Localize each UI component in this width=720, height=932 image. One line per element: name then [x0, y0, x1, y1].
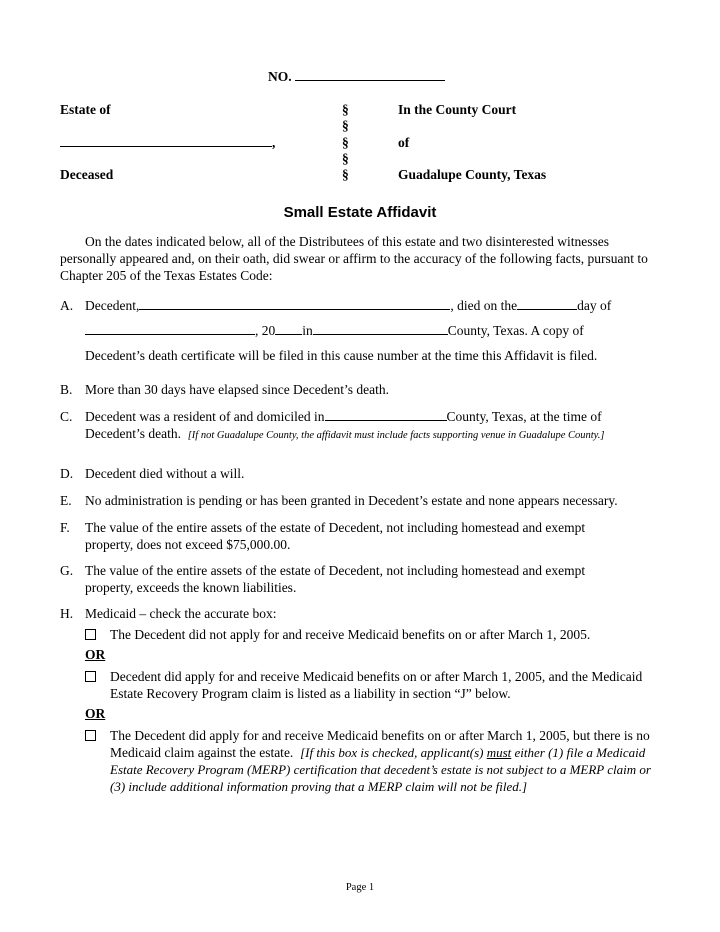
death-year-blank[interactable] [275, 322, 302, 335]
section-mark: § [342, 118, 349, 133]
decedent-name-blank[interactable] [139, 297, 450, 310]
section-mark: § [342, 135, 349, 150]
death-day-blank[interactable] [517, 297, 577, 310]
or-separator: OR [85, 706, 106, 721]
estate-of-label: Estate of [60, 102, 111, 117]
page-title: Small Estate Affidavit [283, 204, 437, 221]
cause-number-blank[interactable] [295, 68, 445, 81]
item-b: B. More than 30 days have elapsed since Decedent’s death. [60, 382, 390, 397]
death-month-blank[interactable] [85, 322, 255, 335]
section-mark: § [342, 167, 349, 182]
estate-name-line: , [60, 134, 275, 151]
item-a: A. Decedent, , died on the day of , 20 in County, Texas. A copy of Decedent’s death certificate will be filed in this cause number at the time this Affidavit is filed. [60, 297, 660, 364]
merp-note: [If this box is checked, applicant(s) must either (1) file a Medicaid Estate Recovery Program (MERP) certification that decedent’s estate is not subject to a MERP claim or (3) include additional information proving that a MERP claim will not be filed.] [110, 745, 651, 794]
or-separator: OR [85, 647, 106, 662]
item-a-label: A. [60, 298, 74, 313]
court-label: In the County Court [398, 102, 517, 117]
death-certificate-text: Decedent’s death certificate will be filed in this cause number at the time this Affidavit is filed. [85, 348, 598, 363]
cause-number-label: NO. [268, 68, 445, 85]
death-county-blank[interactable] [313, 322, 448, 335]
section-mark: § [342, 102, 349, 117]
county-label: Guadalupe County, Texas [398, 167, 547, 182]
domicile-county-blank[interactable] [325, 408, 447, 421]
item-g: G. The value of the entire assets of the estate of Decedent, not including homestead and exempt property, exceeds the known liabilities. [60, 563, 586, 595]
estate-name-blank[interactable] [60, 134, 272, 147]
item-e: E. No administration is pending or has been granted in Decedent’s estate and none appears necessary. [60, 493, 618, 508]
deceased-label: Deceased [60, 167, 114, 182]
section-mark: § [342, 151, 349, 166]
of-label: of [398, 135, 410, 150]
medicaid-option-3-checkbox[interactable] [85, 730, 96, 741]
item-c: C. Decedent was a resident of and domiciled in County, Texas, at the time of Decedent’s death. [If not Guadalupe County, the affidavit must include facts supporting venue in Guadalupe County.] [60, 409, 605, 441]
item-d: D. Decedent died without a will. [60, 466, 245, 481]
medicaid-option-2-checkbox[interactable] [85, 671, 96, 682]
item-h: H. Medicaid – check the accurate box: [60, 606, 277, 621]
page-number: Page 1 [345, 882, 375, 893]
medicaid-option-1-checkbox[interactable] [85, 629, 96, 640]
item-f: F. The value of the entire assets of the estate of Decedent, not including homestead and exempt property, does not exceed $75,000.00. [60, 520, 586, 552]
venue-note: [If not Guadalupe County, the affidavit must include facts supporting venue in Guadalupe County.] [187, 430, 605, 441]
intro-paragraph: On the dates indicated below, all of the Distributees of this estate and two disinterested witnesses personally appeared and, on their oath, did swear or affirm to the accuracy of the following facts, pursuant to Chapter 205 of the Texas Estates Code: [60, 234, 648, 283]
